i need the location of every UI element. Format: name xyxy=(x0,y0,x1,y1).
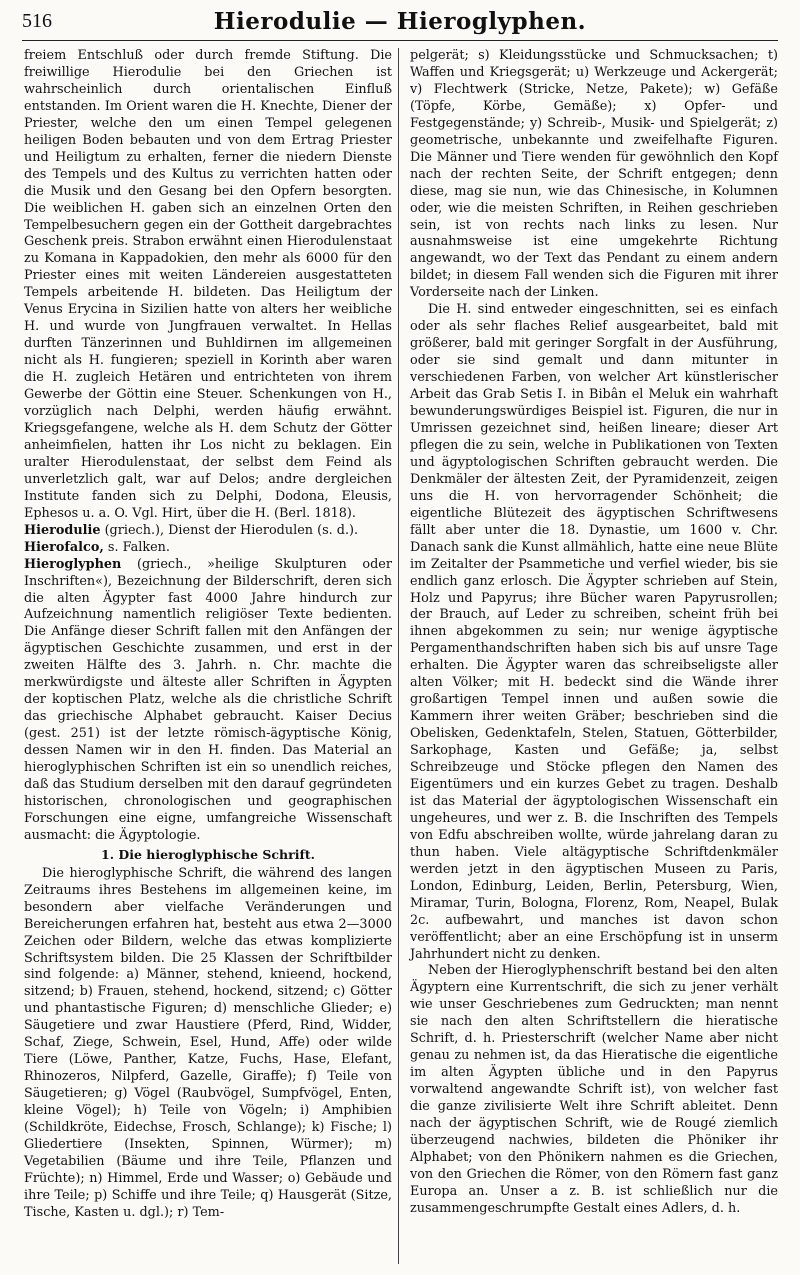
headword: Hieroglyphen xyxy=(24,556,122,572)
paragraph: freiem Entschluß oder durch fremde Stiftung. Die freiwillige Hierodulie bei den Griechen ist wahrscheinlich durch orientalischen Einfluß entstanden. Im Orient waren die H. Knechte, Diener der Priester, welche den um einen Tempel gelegenen heiligen Boden bebauten und von dem Ertrag Priester und Heiligtum zu erhalten, ferner die niedern Dienste des Tempels und des Kultus zu verrichten hatten oder die Musik und den Gesang bei den Opfern besorgten. Die weiblichen H. gaben sich an einzelnen Orten den Tempelbesuchern gegen ein der Gottheit dargebrachtes Geschenk preis. Strabon erwähnt einen Hierodulenstaat zu Komana in Kappadokien, den mehr als 6000 für den Priester eines mit weiten Ländereien ausgestatteten Tempels arbeitende H. bildeten. Das Heiligtum der Venus Erycina in Sizilien hatte von alters her weibliche H. und wurde von Jungfrauen verwaltet. In Hellas durften Tänzerinnen und Buhldirnen im allgemeinen nicht als H. fungieren; speziell in Korinth aber waren die H. zugleich Hetären und entrichteten von ihrem Gewerbe der Göttin eine Steuer. Schenkungen von H., vorzüglich nach Delphi, werden häufig erwähnt. Kriegsgefangene, welche als H. dem Schutz der Götter anheimfielen, hatten ihr Los nicht zu beklagen. Ein uralter Hierodulenstaat, der selbst dem Feind als unverletzlich galt, war auf Delos; andre dergleichen Institute fanden sich zu Delphi, Dodona, Eleusis, Ephesos u. a. O. Vgl. Hirt, über die H. (Berl. 1818). xyxy=(24,48,392,521)
paragraph: Die hieroglyphische Schrift, die während des langen Zeitraums ihres Bestehens im allgemeinen keine, im besondern aber vielfache Veränderungen und Bereicherungen erfahren hat, besteht aus etwa 2—3000 Zeichen oder Bildern, welche das etwas komplizierte Schriftsystem bilden. Die 25 Klassen der Schriftbilder sind folgende: a) Männer, stehend, knieend, hockend, sitzend; b) Frauen, stehend, hockend, sitzend; c) Götter und phantastische Figuren; d) menschliche Glieder; e) Säugetiere und zwar Haustiere (Pferd, Rind, Widder, Schaf, Ziege, Schwein, Esel, Hund, Affe) oder wilde Tiere (Löwe, Panther, Katze, Fuchs, Hase, Elefant, Rhinozeros, Nilpferd, Gazelle, Giraffe); f) Teile von Säugetieren; g) Vögel (Raubvögel, Sumpfvögel, Enten, kleine Vögel); h) Teile von Vögeln; i) Amphibien (Schildkröte, Eidechse, Frosch, Schlange); k) Fische; l) Gliedertiere (Insekten, Spinnen, Würmer); m) Vegetabilien (Bäume und ihre Teile, Pflanzen und Früchte); n) Himmel, Erde und Wasser; o) Gebäude und ihre Teile; p) Schiffe und ihre Teile; q) Hausgerät (Sitze, Tische, Kasten u. dgl.); r) Tem- xyxy=(24,865,392,1220)
entry-text: (griech., »heilige Skulpturen oder Inschriften«), Bezeichnung der Bilderschrift, deren sich die alten Ägypter fast 4000 Jahre hindurch zur Aufzeichnung namentlich religiöser Texte bedienten. Die Anfänge dieser Schrift fallen mit den Anfängen der ägyptischen Geschichte zusammen, und erst in der zweiten Hälfte des 3. Jahrh. n. Chr. machte die merkwürdigste und älteste aller Schriften in Ägypten der koptischen Platz, welche als die christliche Schrift das griechische Alphabet gebraucht. Kaiser Decius (gest. 251) ist der letzte römisch-ägyptische König, dessen Namen wir in den H. finden. Das Material an hieroglyphischen Schriften ist ein so unendlich reiches, daß das Studium derselben mit den darauf gegründeten historischen, chronologischen und geographischen Forschungen eine eigne, umfangreiche Wissenschaft ausmacht: die Ägyptologie. xyxy=(24,556,392,843)
paragraph: pelgerät; s) Kleidungsstücke und Schmucksachen; t) Waffen und Kriegsgerät; u) Werkzeuge und Ackergerät; v) Flechtwerk (Stricke, Netze, Pakete); w) Gefäße (Töpfe, Körbe, Gemäße); x) Opfer- und Festgegenstände; y) Schreib-, Musik- und Spielgerät; z) geometrische, unbekannte und zweifelhafte Figuren. Die Männer und Tiere wenden für gewöhnlich den Kopf nach der rechten Seite, der Schrift entgegen; denn diese, mag sie nun, wie das Chinesische, in Kolumnen oder, wie die meisten Schriften, in Reihen geschrieben sein, ist von rechts nach links zu lesen. Nur ausnahmsweise ist eine umgekehrte Richtung angewandt, wo der Text das Pendant zu einem andern bildet; in diesem Fall wenden sich die Figuren mit ihrer Vorderseite nach der Linken. xyxy=(410,48,778,301)
page-number: 516 xyxy=(22,10,52,32)
section-title: 1. Die hieroglyphische Schrift. xyxy=(101,846,315,862)
column-divider xyxy=(398,48,399,1264)
entry-hieroglyphen xyxy=(24,557,392,845)
entry-hierodulie xyxy=(24,523,392,540)
paragraph: Neben der Hieroglyphenschrift bestand bei den alten Ägyptern eine Kurrentschrift, die sich zu jener verhält wie unser Geschriebenes zum Gedruckten; man nennt sie nach den alten Schriftstellern die hieratische Schrift, d. h. Priesterschrift (welcher Name aber nicht genau zu nehmen ist, da das Hieratische die eigentliche im alten Ägypten übliche und in den Papyrus vorwaltend angewandte Schrift ist), von welcher fast die ganze zivilisierte Welt ihre Schrift ableitet. Denn nach der ägyptischen Schrift, wie de Rougé ziemlich überzeugend nachwies, bildeten die Phöniker ihr Alphabet; von den Phönikern nahmen es die Griechen, von den Griechen die Römer, von den Römern fast ganz Europa an. Unser a z. B. ist schließlich nur die zusammengeschrumpfte Gestalt eines Adlers, d. h. xyxy=(410,963,778,1216)
entry-hierofalco xyxy=(24,540,392,557)
page-header xyxy=(22,8,778,41)
right-column xyxy=(410,48,778,1218)
entry-text: (griech.), Dienst der Hierodulen (s. d.). xyxy=(100,522,359,538)
running-title: Hierodulie — Hieroglyphen. xyxy=(213,8,587,35)
headword: Hierofalco, xyxy=(24,539,104,555)
left-column xyxy=(24,48,392,1222)
headword: Hierodulie xyxy=(24,522,101,538)
entry-text: s. Falken. xyxy=(103,539,170,555)
paragraph: Die H. sind entweder eingeschnitten, sei es einfach oder als sehr flaches Relief ausgearbeitet, bald mit größerer, bald mit geringer Sorgfalt in der Ausführung, oder sie sind gemalt und dann mitunter in verschiedenen Farben, von welcher Art künstlerischer Arbeit das Grab Setis I. in Bibân el Meluk ein wahrhaft bewunderungswürdiges Beispiel ist. Figuren, die nur in Umrissen gezeichnet sind, heißen lineare; dieser Art pflegen die zu sein, welche in Publikationen von Texten und ägyptologischen Schriften gebraucht werden. Die Denkmäler der ältesten Zeit, der Pyramidenzeit, zeigen uns die H. von hervorragender Schönheit; die eigentliche Blütezeit des ägyptischen Schriftwesens fällt aber unter die 18. Dynastie, um 1600 v. Chr. Danach sank die Kunst allmählich, hatte eine neue Blüte im Zeitalter der Psammetiche und verfiel wieder, bis sie endlich ganz erlosch. Die Ägypter schrieben auf Stein, Holz und Papyrus; ihre Bücher waren Papyrusrollen; der Brauch, auf Leder zu schreiben, scheint früh bei ihnen abgekommen zu sein; nur wenige ägyptische Pergamenthandschriften haben sich bis auf unsre Tage erhalten. Die Ägypter waren das schreibseligste aller alten Völker; mit H. bedeckt sind die Wände ihrer großartigen Tempel innen und außen sowie die Kammern ihrer weiten Gräber; beschrieben sind die Obelisken, Gedenktafeln, Stelen, Statuen, Götterbilder, Sarkophage, Kasten und Gefäße; ja, selbst Schreibzeuge und Stöcke pflegen den Namen des Eigentümers und ein kurzes Gebet zu tragen. Deshalb ist das Material der ägyptologischen Wissenschaft ein ungeheures, und wer z. B. die Inschriften des Tempels von Edfu abschreiben wollte, würde jahrelang daran zu thun haben. Viele altägyptische Schriftdenkmäler werden jetzt in den ägyptischen Museen zu Paris, London, Edinburg, Leiden, Berlin, Petersburg, Wien, Miramar, Turin, Bologna, Florenz, Rom, Neapel, Bulak 2c. aufbewahrt, und manches ist davon schon veröffentlicht; aber an eine Erschöpfung ist in unserm Jahrhundert nicht zu denken. xyxy=(410,302,779,962)
